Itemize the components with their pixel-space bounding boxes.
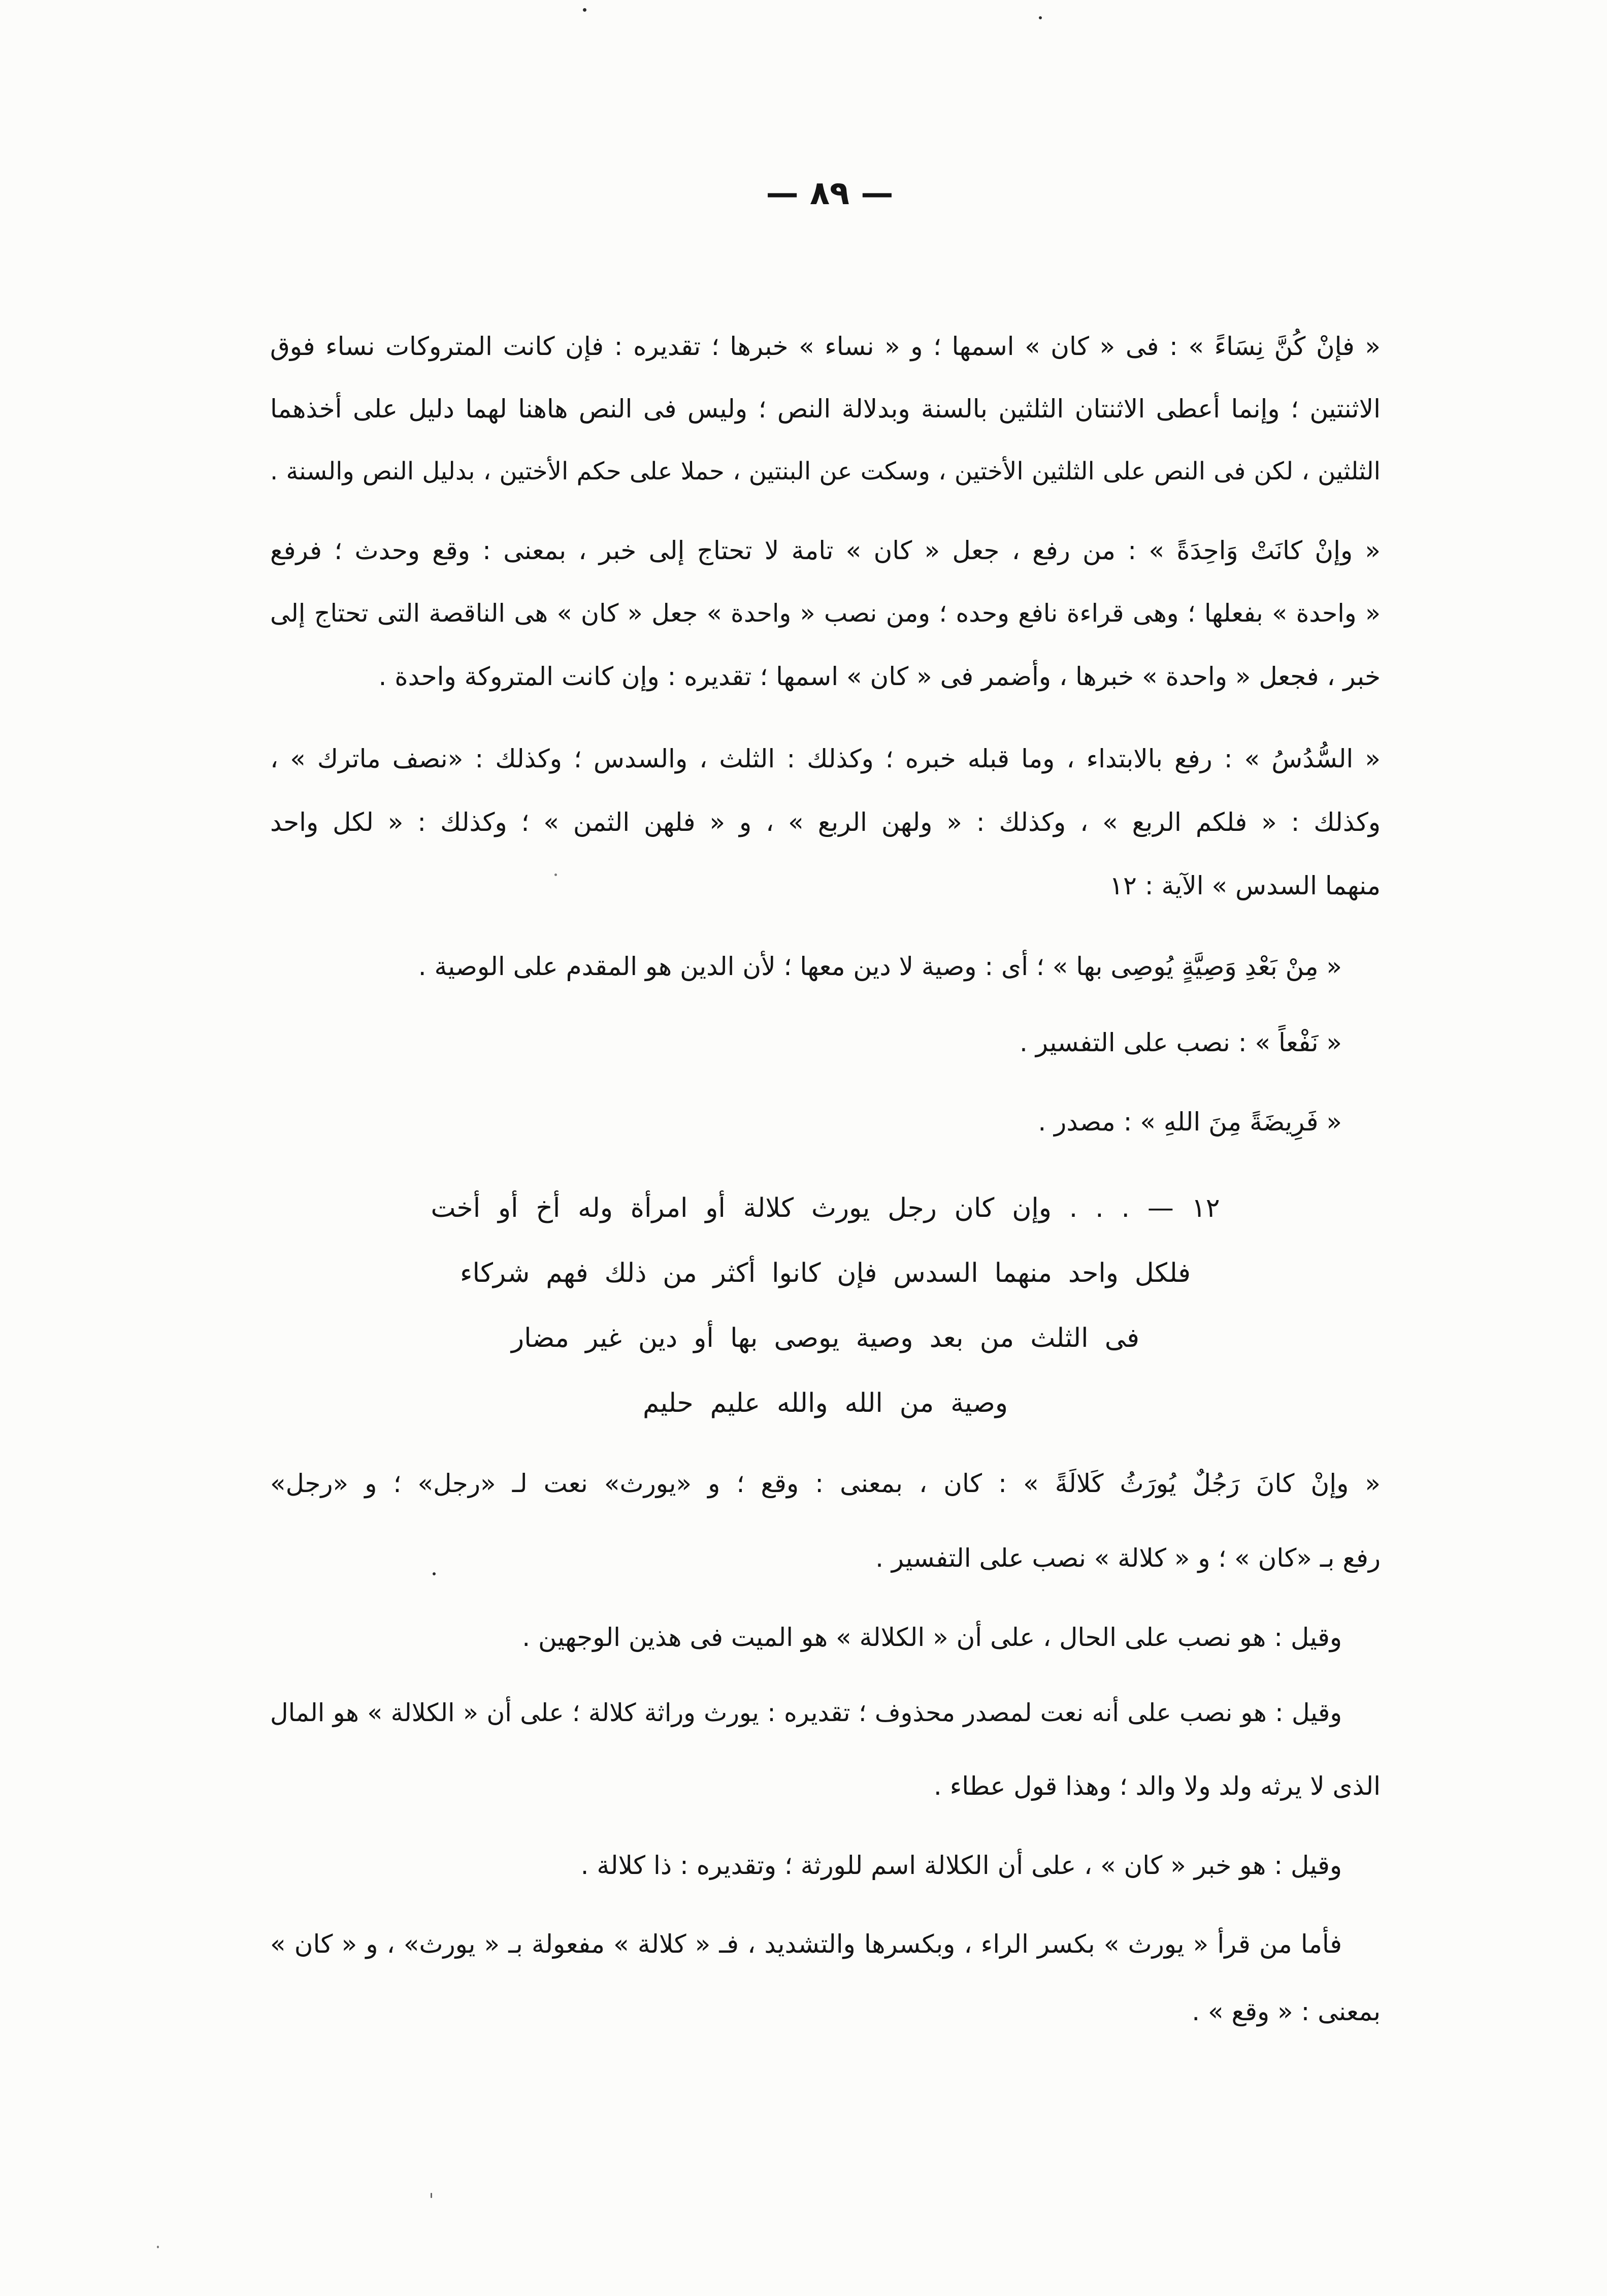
text-line: « فَرِيضَةً مِنَ اللهِ » : مصدر . — [1038, 1107, 1342, 1137]
text-line: رفع بـ «كان » ؛ و « كلالة » نصب على التفسير . — [875, 1543, 1381, 1573]
note-farida — [270, 1090, 1381, 1153]
text-line: « مِنْ بَعْدِ وَصِيَّةٍ يُوصِى بها » ؛ أى : وصية لا دين معها ؛ لأن الدين هو المقدم على الوصية . — [418, 952, 1342, 981]
paragraph-kun-nisaa — [270, 315, 1381, 503]
text-line: « السُّدُسُ » : رفع بالابتداء ، وما قبله خبره ؛ وكذلك : الثلث ، والسدس ؛ وكذلك : «نصف ماترك » ، — [270, 744, 1381, 773]
text-line: الاثنتين ؛ وإنما أعطى الاثنتان الثلثين بالسنة وبدلالة النص ؛ وليس فى النص هاهنا لهما دليل على أخذهما — [270, 394, 1381, 424]
text-line: خبر ، فجعل « واحدة » خبرها ، وأضمر فى « كان » اسمها ؛ تقديره : وإن كانت المتروكة واحدة . — [378, 662, 1381, 691]
text-line: بمعنى : « وقع » . — [1192, 1997, 1381, 2026]
scan-speck — [1039, 16, 1042, 19]
scan-speck — [157, 2246, 159, 2248]
note-qila-hal — [270, 1606, 1381, 1669]
paragraph-kanat-wahida — [270, 519, 1381, 708]
text-line: فأما من قرأ « يورث » بكسر الراء ، وبكسرها والتشديد ، فـ « كلالة » مفعولة بـ « يورث» ، و « كان » — [270, 1929, 1342, 1959]
text-line: منهما السدس » الآية : ١٢ — [1109, 871, 1381, 900]
text-line: الثلثين ، لكن فى النص على الثلثين الأختين ، وسكت عن البنتين ، حملا على حكم الأختين ، بدليل النص والسنة . — [270, 457, 1381, 486]
text-line: وقيل : هو نصب على الحال ، على أن « الكلالة » هو الميت فى هذين الوجهين . — [522, 1623, 1342, 1652]
quran-verse — [270, 1176, 1381, 1436]
paragraph-sudus — [270, 727, 1381, 918]
text-line: « وإنْ كانَ رَجُلٌ يُورَثُ كَلالَةً » : كان ، بمعنى : وقع ؛ و «يورث» نعت لـ «رجل» ؛ و «رجل» — [270, 1469, 1381, 1498]
text-line: وقيل : هو خبر « كان » ، على أن الكلالة اسم للورثة ؛ وتقديره : ذا كلالة . — [580, 1851, 1342, 1880]
verse-line: فلكل واحد منهما السدس فإن كانوا أكثر من ذلك فهم شركاء — [460, 1258, 1191, 1288]
text-line: « وإنْ كانَتْ وَاحِدَةً » : من رفع ، جعل « كان » تامة لا تحتاج إلى خبر ، بمعنى : وقع وحدث ؛ فرفع — [270, 536, 1381, 565]
text-line: « فإنْ كُنَّ نِسَاءً » : فى « كان » اسمها ؛ و « نساء » خبرها ؛ تقديره : فإن كانت المتروكات نساء فوق — [270, 332, 1381, 361]
text-line: وقيل : هو نصب على أنه نعت لمصدر محذوف ؛ تقديره : يورث وراثة كلالة ؛ على أن « الكلالة » هو المال — [270, 1698, 1342, 1727]
scan-speck — [583, 8, 586, 12]
note-qila-khabar — [270, 1834, 1381, 1897]
note-nafan — [270, 1011, 1381, 1074]
page-number: — ٨٩ — — [766, 175, 894, 212]
verse-line: وصية من الله والله عليم حليم — [643, 1388, 1008, 1418]
paragraph-qara-yurith — [270, 1911, 1381, 2046]
paragraph-rajul-kalala — [270, 1446, 1381, 1596]
text-line: « واحدة » بفعلها ؛ وهى قراءة نافع وحده ؛ ومن نصب « واحدة » جعل « كان » هى الناقصة التى تحتاج إلى — [270, 599, 1381, 628]
paragraph-qila-masdar — [270, 1676, 1381, 1823]
note-wasiyya — [270, 935, 1381, 998]
text-line: « نَفْعاً » : نصب على التفسير . — [1020, 1028, 1342, 1057]
verse-line: ١٢ — . . . وإن كان رجل يورث كلالة أو امرأة وله أخ أو أخت — [431, 1193, 1220, 1223]
text-line: وكذلك : « فلكم الربع » ، وكذلك : « ولهن الربع » ، و « فلهن الثمن » ؛ وكذلك : « لكل واحد — [270, 807, 1381, 837]
verse-line: فى الثلث من بعد وصية يوصى بها أو دين غير مضار — [511, 1323, 1139, 1353]
scan-speck — [431, 2193, 432, 2198]
text-line: الذى لا يرثه ولد ولا والد ؛ وهذا قول عطاء . — [933, 1771, 1381, 1801]
